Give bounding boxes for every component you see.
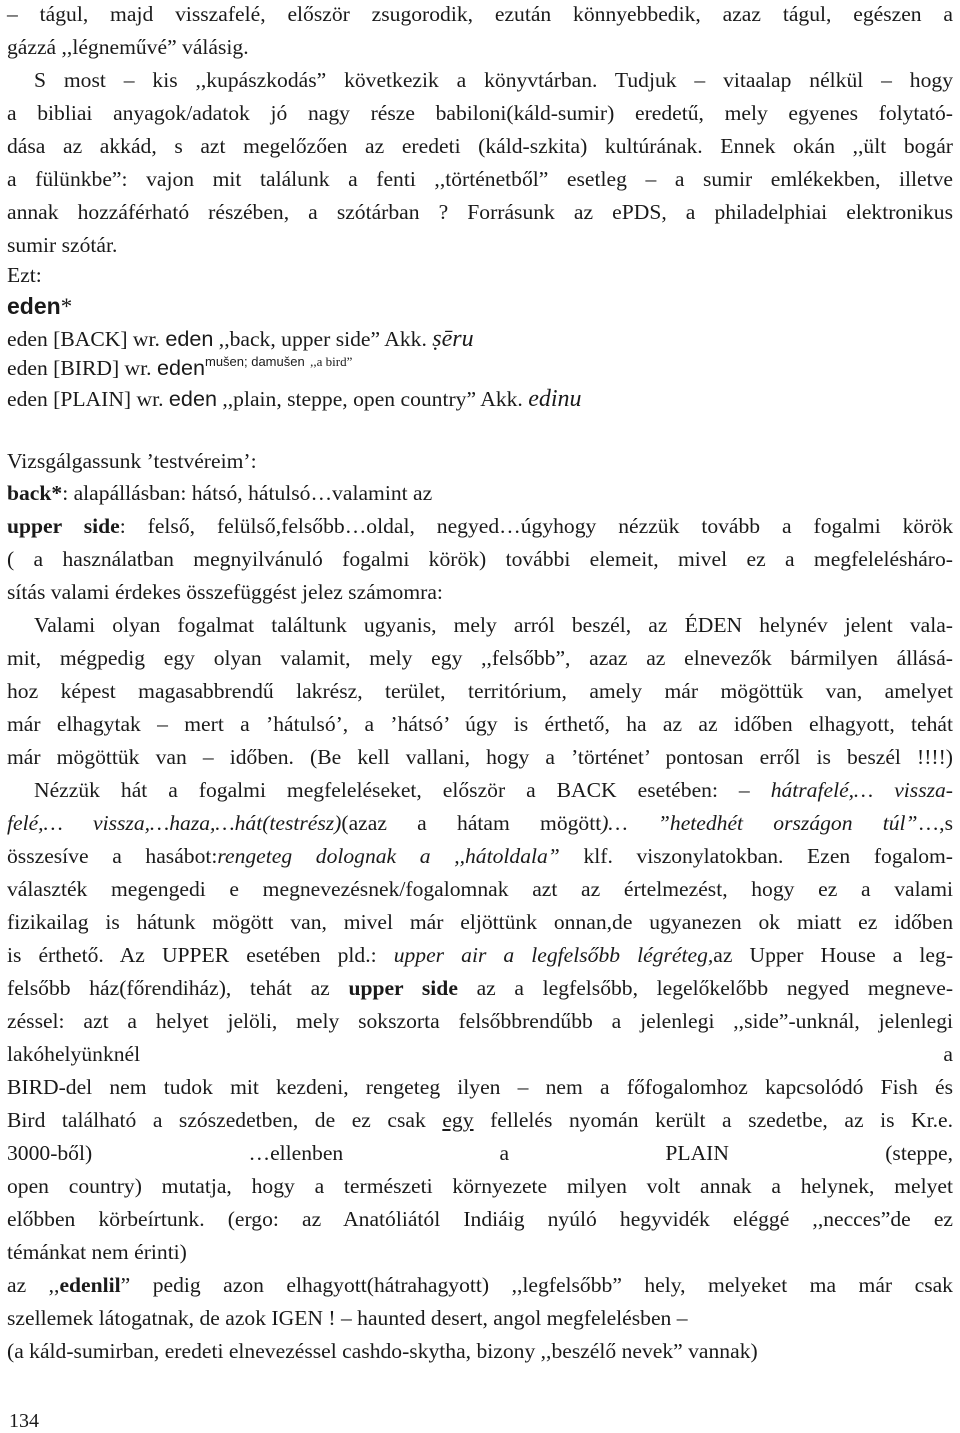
text-run: is érthető. Az UPPER esetében pld.: (7, 943, 377, 967)
text-run: az ,, (7, 1273, 60, 1297)
text-run: fellelés nyomán került a szedetbe, az is Kr.e. (490, 1108, 953, 1132)
entry-label: eden [PLAIN] wr. (7, 387, 164, 411)
entry-meaning: ,,plain, steppe, open country” Akk. (222, 387, 523, 411)
paragraph-line: sítás valami érdekes összefüggést jelez számomra: (7, 580, 443, 604)
paragraph-line: S most – kis ,,kupászkodás” következik a könyvtárban. Tudjuk – vitaalap nélkül – hogy (34, 68, 953, 92)
underlined-run: egy (442, 1108, 474, 1132)
entry-akkadian: ṣēru (432, 326, 474, 352)
text-run: a (943, 1042, 953, 1066)
paragraph-line (7, 483, 432, 505)
text-run: ” pedig azon elhagyott(hátrahagyott) ,,legfelsőbb” hely, melyeket ma már csak (120, 1273, 953, 1297)
entry-written-form: eden (168, 386, 217, 411)
paragraph-line: annak hozzáférható részében, a szótárban ? Forrásunk az ePDS, a philadelphiai elektronikus (7, 200, 953, 224)
paragraph-line: mit, mégpedig egy olyan valamit, mely egy ,,felsőbb”, azaz az elnevezők bármilyen állásá- (7, 646, 953, 670)
paragraph-line: szellemek látogatnak, de azok IGEN ! – haunted desert, angol megfelelésben – (7, 1306, 688, 1330)
dictionary-entry-plain (7, 387, 582, 411)
term-upper-side: upper side (7, 514, 120, 538)
italic-run: hátrafelé,… vissza- (770, 778, 953, 802)
term-definition: : felső, felülső,felsőbb…oldal, negyed…úgyhogy nézzük tovább a fogalmi körök (119, 514, 953, 538)
paragraph-line (7, 846, 953, 868)
entry-meaning: ,,a bird” (310, 354, 353, 369)
paragraph-line: témánkat nem érinti) (7, 1240, 187, 1264)
paragraph-line (7, 1044, 953, 1066)
paragraph-line: már elhagytak – mert a ’hátulsó’, a ’hátsó’ úgy is érthető, ha az az időben elhagyott, tehát (7, 712, 953, 736)
italic-run: rengeteg dolognak a ,,hátoldala” (217, 844, 560, 868)
text-run: az Upper House a leg- (713, 943, 954, 967)
paragraph-line: hoz képest magasabbrendű lakrész, terület, territórium, amely már mögöttük van, amelyet (7, 679, 953, 703)
headword-eden: eden (7, 293, 61, 319)
paragraph-line (7, 945, 953, 967)
paragraph-line: már mögöttük van – időben. (Be kell vallani, hogy a ’történet’ pontosan erről is beszél !!!!) (7, 745, 953, 769)
entry-akkadian: edinu (528, 386, 582, 412)
paragraph-line: ( a használatban megnyilvánuló fogalmi körök) további elemeit, mivel ez a megfelelésháro- (7, 547, 953, 571)
entry-determinative: mušen; damušen (204, 354, 305, 369)
paragraph-line (7, 1110, 953, 1132)
paragraph-line: gázzá ,,légneművé” válásig. (7, 35, 249, 59)
paragraph-line: – tágul, majd visszafelé, először zsugorodik, ezután könnyebbedik, azaz tágul, egészen a (7, 2, 953, 26)
paragraph-line: dása az akkád, s azt megelőzően az eredeti (káld-szkita) kultúrának. Ennek okán ,,ült bogár (7, 134, 953, 158)
paragraph-line: zéssel: azt a helyet jelöli, mely sokszorta felsőbbrendűbb a jelenlegi ,,side”-unknál, jelenlegi (7, 1009, 953, 1033)
paragraph-line (7, 516, 953, 538)
text-run: az a legfelsőbb, legelőkelőbb negyed megneve- (476, 976, 954, 1000)
paragraph-line: Valami olyan fogalmat találtunk ugyanis, mely arról beszél, az ÉDEN helynév jelent vala- (34, 613, 953, 637)
paragraph-line: a bibliai anyagok/adatok jó nagy része babiloni(káld-sumir) eredetű, mely egyenes folytató- (7, 101, 953, 125)
headword-asterisk: * (60, 294, 73, 319)
text-run: összesíve a hasábot: (7, 844, 218, 868)
paragraph-line: open country) mutatja, hogy a természeti környezete milyen volt annak a helynek, melyet (7, 1174, 953, 1198)
paragraph-line (7, 813, 953, 835)
paragraph-line: fizikailag is hátunk mögött van, mivel már eljöttünk onnan,de ugyanezen ok miatt ez időben (7, 910, 953, 934)
paragraph-line (7, 1275, 953, 1297)
italic-run: )… ”hetedhét országon túl” (601, 811, 918, 835)
paragraph-line (34, 780, 953, 802)
dictionary-entry-back (7, 327, 474, 351)
page-number: 134 (9, 1410, 39, 1432)
text-run: lakóhelyünknél (7, 1042, 141, 1066)
paragraph-line: Ezt: (7, 263, 42, 287)
text-run: …,s (917, 811, 953, 835)
entry-label: eden [BIRD] wr. (7, 356, 152, 380)
paragraph-line: előbben körbeírtunk. (ergo: az Anatóliától Indiáig nyúló hegyvidék eléggé ,,necces”de ez (7, 1207, 953, 1231)
term-definition: : alapállásban: hátsó, hátulsó…valamint az (62, 481, 433, 505)
paragraph-line: a fülünkbe”: vajon mit találunk a fenti ,,történetből” esetleg – a sumir emlékekben, illetve (7, 167, 953, 191)
text-run: …ellenben a PLAIN (steppe, (248, 1141, 953, 1165)
entry-label: eden [BACK] wr. (7, 327, 160, 351)
bold-run: edenlil (59, 1273, 121, 1297)
entry-written-form: eden (165, 326, 214, 351)
paragraph-line (7, 1143, 953, 1165)
dictionary-entry-bird (7, 354, 353, 380)
paragraph-line: választék megengedi e megnevezésnek/fogalomnak azt az értelmezést, hogy ez a valami (7, 877, 953, 901)
italic-run: upper air a legfelsőbb légréteg, (393, 943, 714, 967)
term-back: back* (7, 481, 63, 505)
dictionary-headword (7, 295, 72, 318)
bold-run: upper side (348, 976, 458, 1000)
entry-meaning: ,,back, upper side” Akk. (218, 327, 427, 351)
italic-run: felé,… vissza,…haza,…hát(testrész) (7, 811, 342, 835)
paragraph-line (7, 978, 953, 1000)
entry-written-form: eden (156, 355, 205, 380)
paragraph-line: (a káld-sumirban, eredeti elnevezéssel cashdo-skytha, bizony ,,beszélő nevek” vannak) (7, 1339, 758, 1363)
text-run: Nézzük hát a fogalmi megfeleléseket, először a BACK esetében: – (34, 778, 750, 802)
text-run: klf. viszonylatokban. Ezen fogalom- (559, 844, 953, 868)
text-run: Bird található a szószedetben, de ez csak (7, 1108, 426, 1132)
paragraph-line: sumir szótár. (7, 233, 118, 257)
text-run: felsőbb ház(főrendiház), tehát az (7, 976, 330, 1000)
paragraph-line: BIRD-del nem tudok mit kezdeni, rengeteg ilyen – nem a főfogalomhoz kapcsolódó Fish és (7, 1075, 953, 1099)
text-run: 3000-ből) (7, 1141, 93, 1165)
text-run: (azaz a hátam mögött (341, 811, 602, 835)
paragraph-line: Vizsgálgassunk ’testvéreim’: (7, 449, 257, 473)
